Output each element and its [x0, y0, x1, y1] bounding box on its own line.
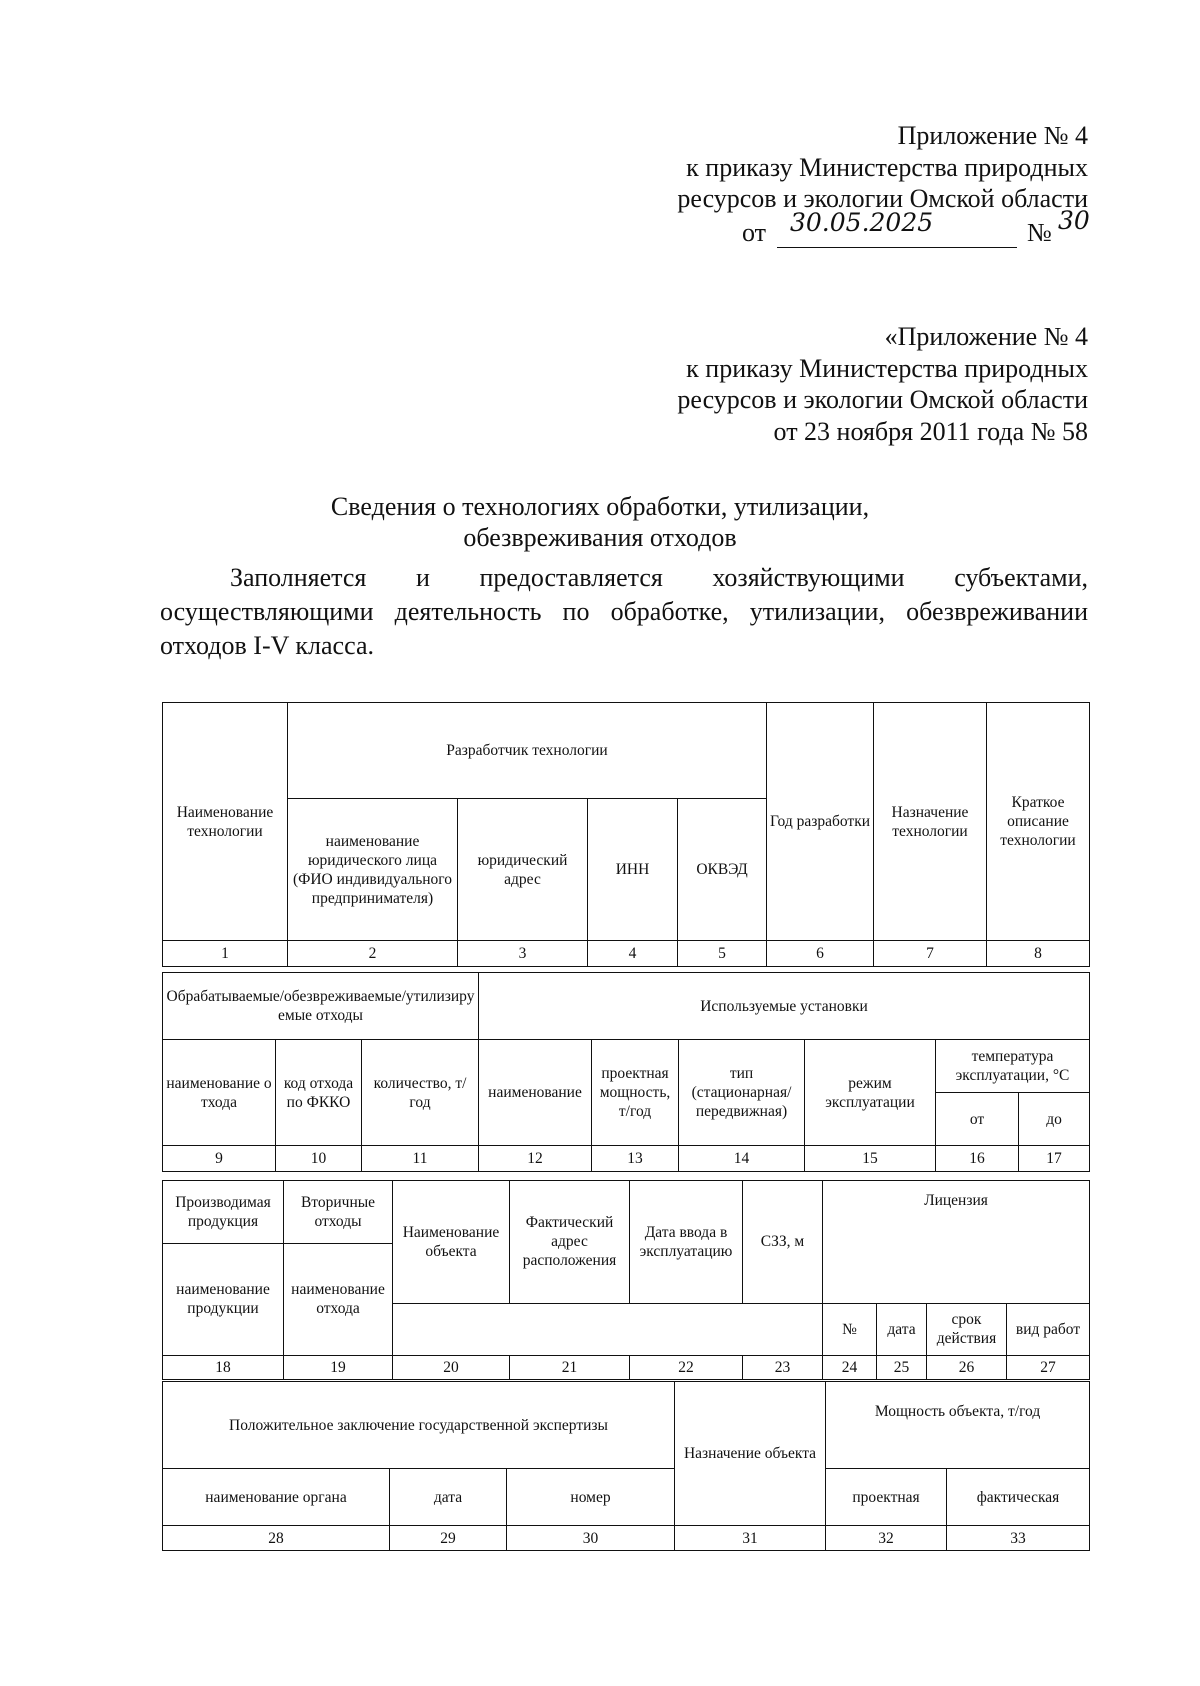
column-number: 16	[936, 1146, 1019, 1172]
column-number: 33	[947, 1526, 1090, 1551]
original-date-line: от 23 ноября 2011 года № 58	[773, 416, 1088, 446]
document-title	[0, 491, 1200, 553]
column-number: 27	[1007, 1355, 1090, 1379]
number-prefix: №	[1027, 218, 1052, 247]
column-number: 20	[393, 1355, 510, 1379]
column-number: 31	[675, 1526, 826, 1551]
header-inn: ИНН	[588, 799, 678, 941]
column-number: 17	[1019, 1146, 1090, 1172]
column-number: 19	[284, 1355, 393, 1379]
column-number: 23	[743, 1355, 823, 1379]
handwritten-number: 30	[1058, 206, 1090, 235]
license-label: Лицензия	[924, 1192, 988, 1209]
header-capacity-design: проектная	[826, 1469, 947, 1526]
header-temp-to: до	[1019, 1093, 1090, 1146]
original-order-line: к приказу Министерства природных	[686, 353, 1088, 383]
column-number: 3	[458, 941, 588, 967]
date-prefix: от	[742, 218, 767, 247]
column-number: 5	[678, 941, 767, 967]
handwritten-date: 30.05.2025	[790, 208, 934, 237]
original-ministry-line: ресурсов и экологии Омской области	[677, 385, 1088, 414]
original-appendix-header	[677, 321, 1088, 447]
header-szz: СЗЗ, м	[743, 1181, 823, 1304]
column-number: 7	[874, 941, 987, 967]
column-number: 6	[767, 941, 874, 967]
header-waste-quantity: количество, т/год	[362, 1040, 479, 1146]
intro-line3: отходов I-V класса.	[160, 631, 374, 660]
header-temperature: температура эксплуатации, °С	[936, 1040, 1090, 1093]
header-license-number: №	[823, 1303, 877, 1355]
header-technology-name: Наименование технологии	[163, 703, 288, 941]
column-number: 18	[163, 1355, 284, 1379]
column-number: 28	[163, 1526, 390, 1551]
column-number: 8	[987, 941, 1090, 967]
expertise-capacity-table	[162, 1381, 1090, 1551]
header-expertise-date: дата	[390, 1469, 507, 1526]
header-object-purpose: Назначение объекта	[675, 1382, 826, 1526]
header-okved: ОКВЭД	[678, 799, 767, 941]
spacer-cell	[393, 1303, 823, 1355]
waste-installations-table	[162, 972, 1090, 1172]
column-number: 29	[390, 1526, 507, 1551]
document-title-line1: Сведения о технологиях обработки, утилизации,	[330, 492, 870, 521]
appendix-order-line: к приказу Министерства природных	[686, 152, 1088, 182]
column-number: 24	[823, 1355, 877, 1379]
column-number: 10	[276, 1146, 362, 1172]
column-number: 2	[288, 941, 458, 967]
products-license-table	[162, 1180, 1090, 1380]
column-number: 12	[479, 1146, 592, 1172]
original-appendix-title: «Приложение № 4	[884, 322, 1088, 351]
header-actual-address: Фактический адрес расположения	[510, 1181, 630, 1304]
header-operation-mode: режим эксплуатации	[805, 1040, 936, 1146]
header-developer: Разработчик технологии	[288, 703, 767, 799]
column-number: 11	[362, 1146, 479, 1172]
header-legal-name: наименование юридического лица (ФИО индивидуального предпринимателя)	[288, 799, 458, 941]
header-expertise-number: номер	[507, 1469, 675, 1526]
header-temp-from: от	[936, 1093, 1019, 1146]
intro-line1: Заполняется и предоставляется хозяйствующими субъектами,	[230, 563, 1088, 592]
header-license-date: дата	[877, 1303, 927, 1355]
column-number: 26	[927, 1355, 1007, 1379]
date-underline	[777, 247, 1017, 248]
header-object-name: Наименование объекта	[393, 1181, 510, 1304]
header-secondary-waste: Вторичные отходы	[284, 1181, 393, 1244]
column-number: 22	[630, 1355, 743, 1379]
header-waste: Обрабатываемые/обезвреживаемые/утилизируемые отходы	[163, 973, 479, 1040]
column-number: 25	[877, 1355, 927, 1379]
header-commission-date: Дата ввода в эксплуатацию	[630, 1181, 743, 1304]
header-year: Год разработки	[767, 703, 874, 941]
order-date-line	[742, 206, 1090, 250]
column-number: 21	[510, 1355, 630, 1379]
header-license-top	[823, 1181, 1090, 1244]
header-purpose: Назначение технологии	[874, 703, 987, 941]
column-number: 14	[679, 1146, 805, 1172]
header-expertise: Положительное заключение государственной экспертизы	[163, 1382, 675, 1469]
intro-paragraph	[160, 561, 1088, 663]
document-title-line2: обезвреживания отходов	[463, 523, 737, 552]
header-installation-name: наименование	[479, 1040, 592, 1146]
appendix-ministry-line: ресурсов и экологии Омской области	[677, 184, 1088, 213]
column-number: 15	[805, 1146, 936, 1172]
header-license-term: срок действия	[927, 1303, 1007, 1355]
column-number: 13	[592, 1146, 679, 1172]
column-number: 1	[163, 941, 288, 967]
header-expertise-body: наименование органа	[163, 1469, 390, 1526]
header-installation-type: тип (стационарная/ передвижная)	[679, 1040, 805, 1146]
column-number: 9	[163, 1146, 276, 1172]
technology-table	[162, 702, 1090, 967]
header-legal-address: юридический адрес	[458, 799, 588, 941]
header-design-capacity: проектная мощность, т/год	[592, 1040, 679, 1146]
header-product-name: наименование продукции	[163, 1243, 284, 1355]
header-waste-code: код отхода по ФККО	[276, 1040, 362, 1146]
column-number: 4	[588, 941, 678, 967]
column-number: 32	[826, 1526, 947, 1551]
header-capacity-actual: фактическая	[947, 1469, 1090, 1526]
column-number: 30	[507, 1526, 675, 1551]
header-installations: Используемые установки	[479, 973, 1090, 1040]
appendix-title: Приложение № 4	[897, 121, 1088, 150]
header-license	[823, 1192, 1090, 1303]
intro-line2: осуществляющими деятельность по обработке, утилизации, обезвреживании	[160, 597, 1088, 626]
header-secondary-name: наименование отхода	[284, 1243, 393, 1355]
header-product: Производимая продукция	[163, 1181, 284, 1244]
appendix-header	[677, 120, 1088, 215]
header-capacity: Мощность объекта, т/год	[826, 1382, 1090, 1469]
header-license-works: вид работ	[1007, 1303, 1090, 1355]
header-waste-name: наименование отхода	[163, 1040, 276, 1146]
header-description: Краткое описание технологии	[987, 703, 1090, 941]
